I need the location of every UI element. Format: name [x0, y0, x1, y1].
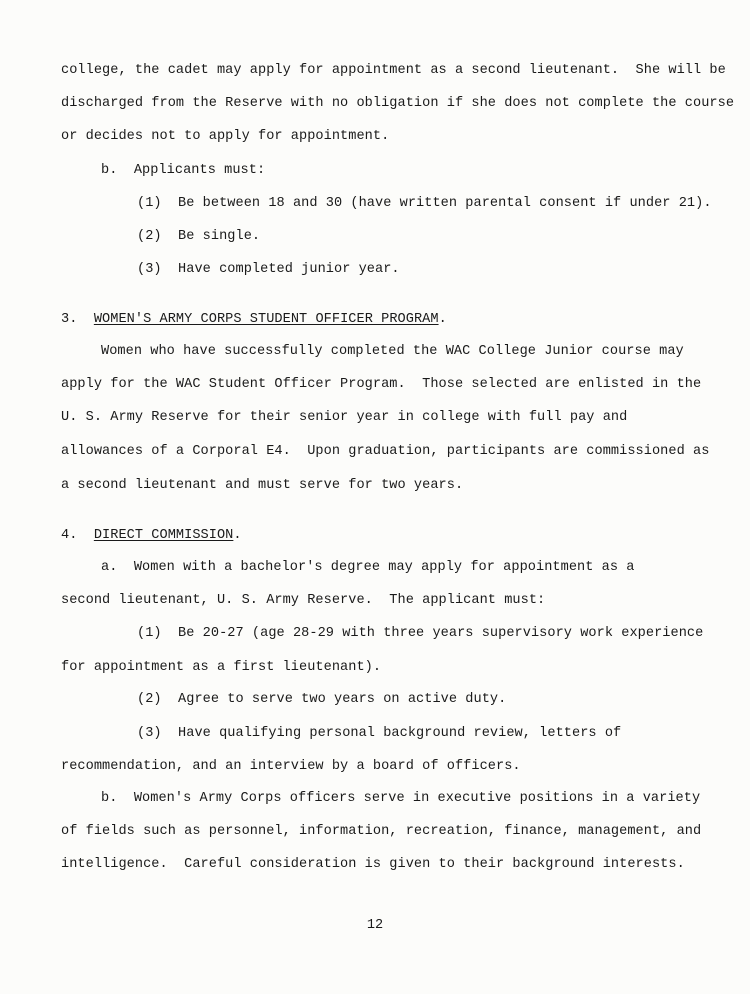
section-3-line: Women who have successfully completed the WAC College Junior course may: [101, 344, 684, 359]
section-3-line: a second lieutenant and must serve for two years.: [61, 478, 464, 493]
intro-line: college, the cadet may apply for appointment as a second lieutenant. She will be: [61, 63, 726, 78]
intro-line: or decides not to apply for appointment.: [61, 129, 390, 144]
section-3-line: apply for the WAC Student Officer Program. Those selected are enlisted in the: [61, 377, 702, 392]
section-4-number: 4.: [61, 528, 94, 543]
section-4b-line: of fields such as personnel, information, recreation, finance, management, and: [61, 824, 702, 839]
section-4-requirement-2: (2) Agree to serve two years on active duty.: [137, 692, 507, 707]
applicant-requirement: (1) Be between 18 and 30 (have written parental consent if under 21).: [137, 196, 712, 211]
section-3-line: U. S. Army Reserve for their senior year in college with full pay and: [61, 410, 628, 425]
section-4-requirement-1: for appointment as a first lieutenant).: [61, 660, 382, 675]
section-4a-line: second lieutenant, U. S. Army Reserve. The applicant must:: [61, 593, 546, 608]
section-3-number: 3.: [61, 312, 94, 327]
applicant-requirement: (2) Be single.: [137, 229, 261, 244]
section-4-title: DIRECT COMMISSION: [93, 528, 234, 543]
section-4a-line: a. Women with a bachelor's degree may apply for appointment as a: [101, 560, 635, 575]
intro-line: discharged from the Reserve with no obligation if she does not complete the course: [61, 96, 735, 111]
applicant-requirement: (3) Have completed junior year.: [137, 262, 400, 277]
section-4-heading: [61, 527, 242, 545]
section-4-requirement-3: recommendation, and an interview by a board of officers.: [61, 759, 521, 774]
section-4b-line: intelligence. Careful consideration is given to their background interests.: [61, 857, 685, 872]
section-4-requirement-1: (1) Be 20-27 (age 28-29 with three years supervisory work experience: [137, 626, 704, 641]
page-number: 12: [366, 918, 384, 933]
section-4-requirement-3: (3) Have qualifying personal background review, letters of: [137, 726, 622, 741]
section-3-line: allowances of a Corporal E4. Upon graduation, participants are commissioned as: [61, 444, 710, 459]
section-3-heading: [61, 311, 447, 329]
section-3-title: WOMEN'S ARMY CORPS STUDENT OFFICER PROGRAM: [93, 312, 439, 327]
applicants-heading: b. Applicants must:: [101, 163, 266, 178]
section-4b-line: b. Women's Army Corps officers serve in executive positions in a variety: [101, 791, 701, 806]
section-4-title-end: .: [233, 528, 242, 543]
section-3-title-end: .: [438, 312, 447, 327]
